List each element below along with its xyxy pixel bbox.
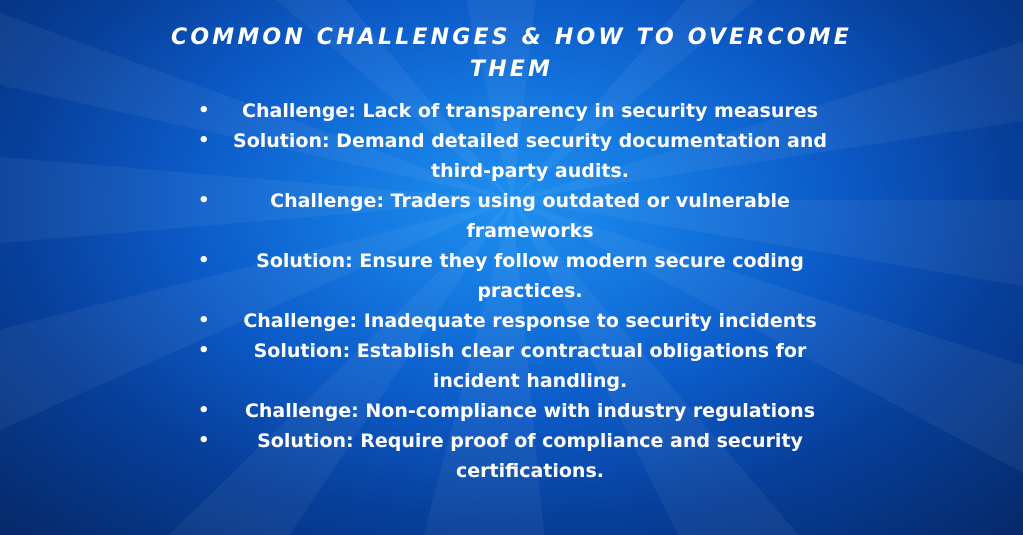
bullet-icon: • (198, 100, 210, 121)
list-item (190, 186, 850, 246)
bullet-icon: • (198, 190, 210, 211)
list-item (190, 96, 850, 126)
bullet-icon: • (198, 430, 210, 451)
list-item-text: Challenge: Lack of transparency in security measures (242, 100, 818, 122)
list-item-text: Solution: Demand detailed security documentation and third-party audits. (233, 130, 827, 182)
list-item-text: Challenge: Traders using outdated or vulnerable frameworks (270, 190, 790, 242)
page-title (0, 22, 1023, 86)
bullet-icon: • (198, 400, 210, 421)
bullet-icon: • (198, 250, 210, 271)
list-item-text: Challenge: Non-compliance with industry regulations (244, 400, 816, 422)
list-item-text: Solution: Establish clear contractual obligations for incident handling. (253, 340, 807, 392)
list-item (190, 396, 850, 426)
list-item (190, 336, 850, 396)
list-item-text: Challenge: Inadequate response to security incidents (243, 310, 817, 332)
title-line-2: THEM (469, 57, 554, 82)
bullet-icon: • (198, 130, 210, 151)
list-item (190, 126, 850, 186)
bullet-icon: • (198, 310, 210, 331)
challenges-list (190, 96, 850, 486)
list-item-text: Solution: Ensure they follow modern secure coding practices. (256, 250, 804, 302)
list-item (190, 306, 850, 336)
list-item (190, 426, 850, 486)
bullet-icon: • (198, 340, 210, 361)
title-line-1: COMMON CHALLENGES & HOW TO OVERCOME (171, 25, 852, 50)
list-item-text: Solution: Require proof of compliance and security certifications. (257, 430, 803, 482)
list-item (190, 246, 850, 306)
